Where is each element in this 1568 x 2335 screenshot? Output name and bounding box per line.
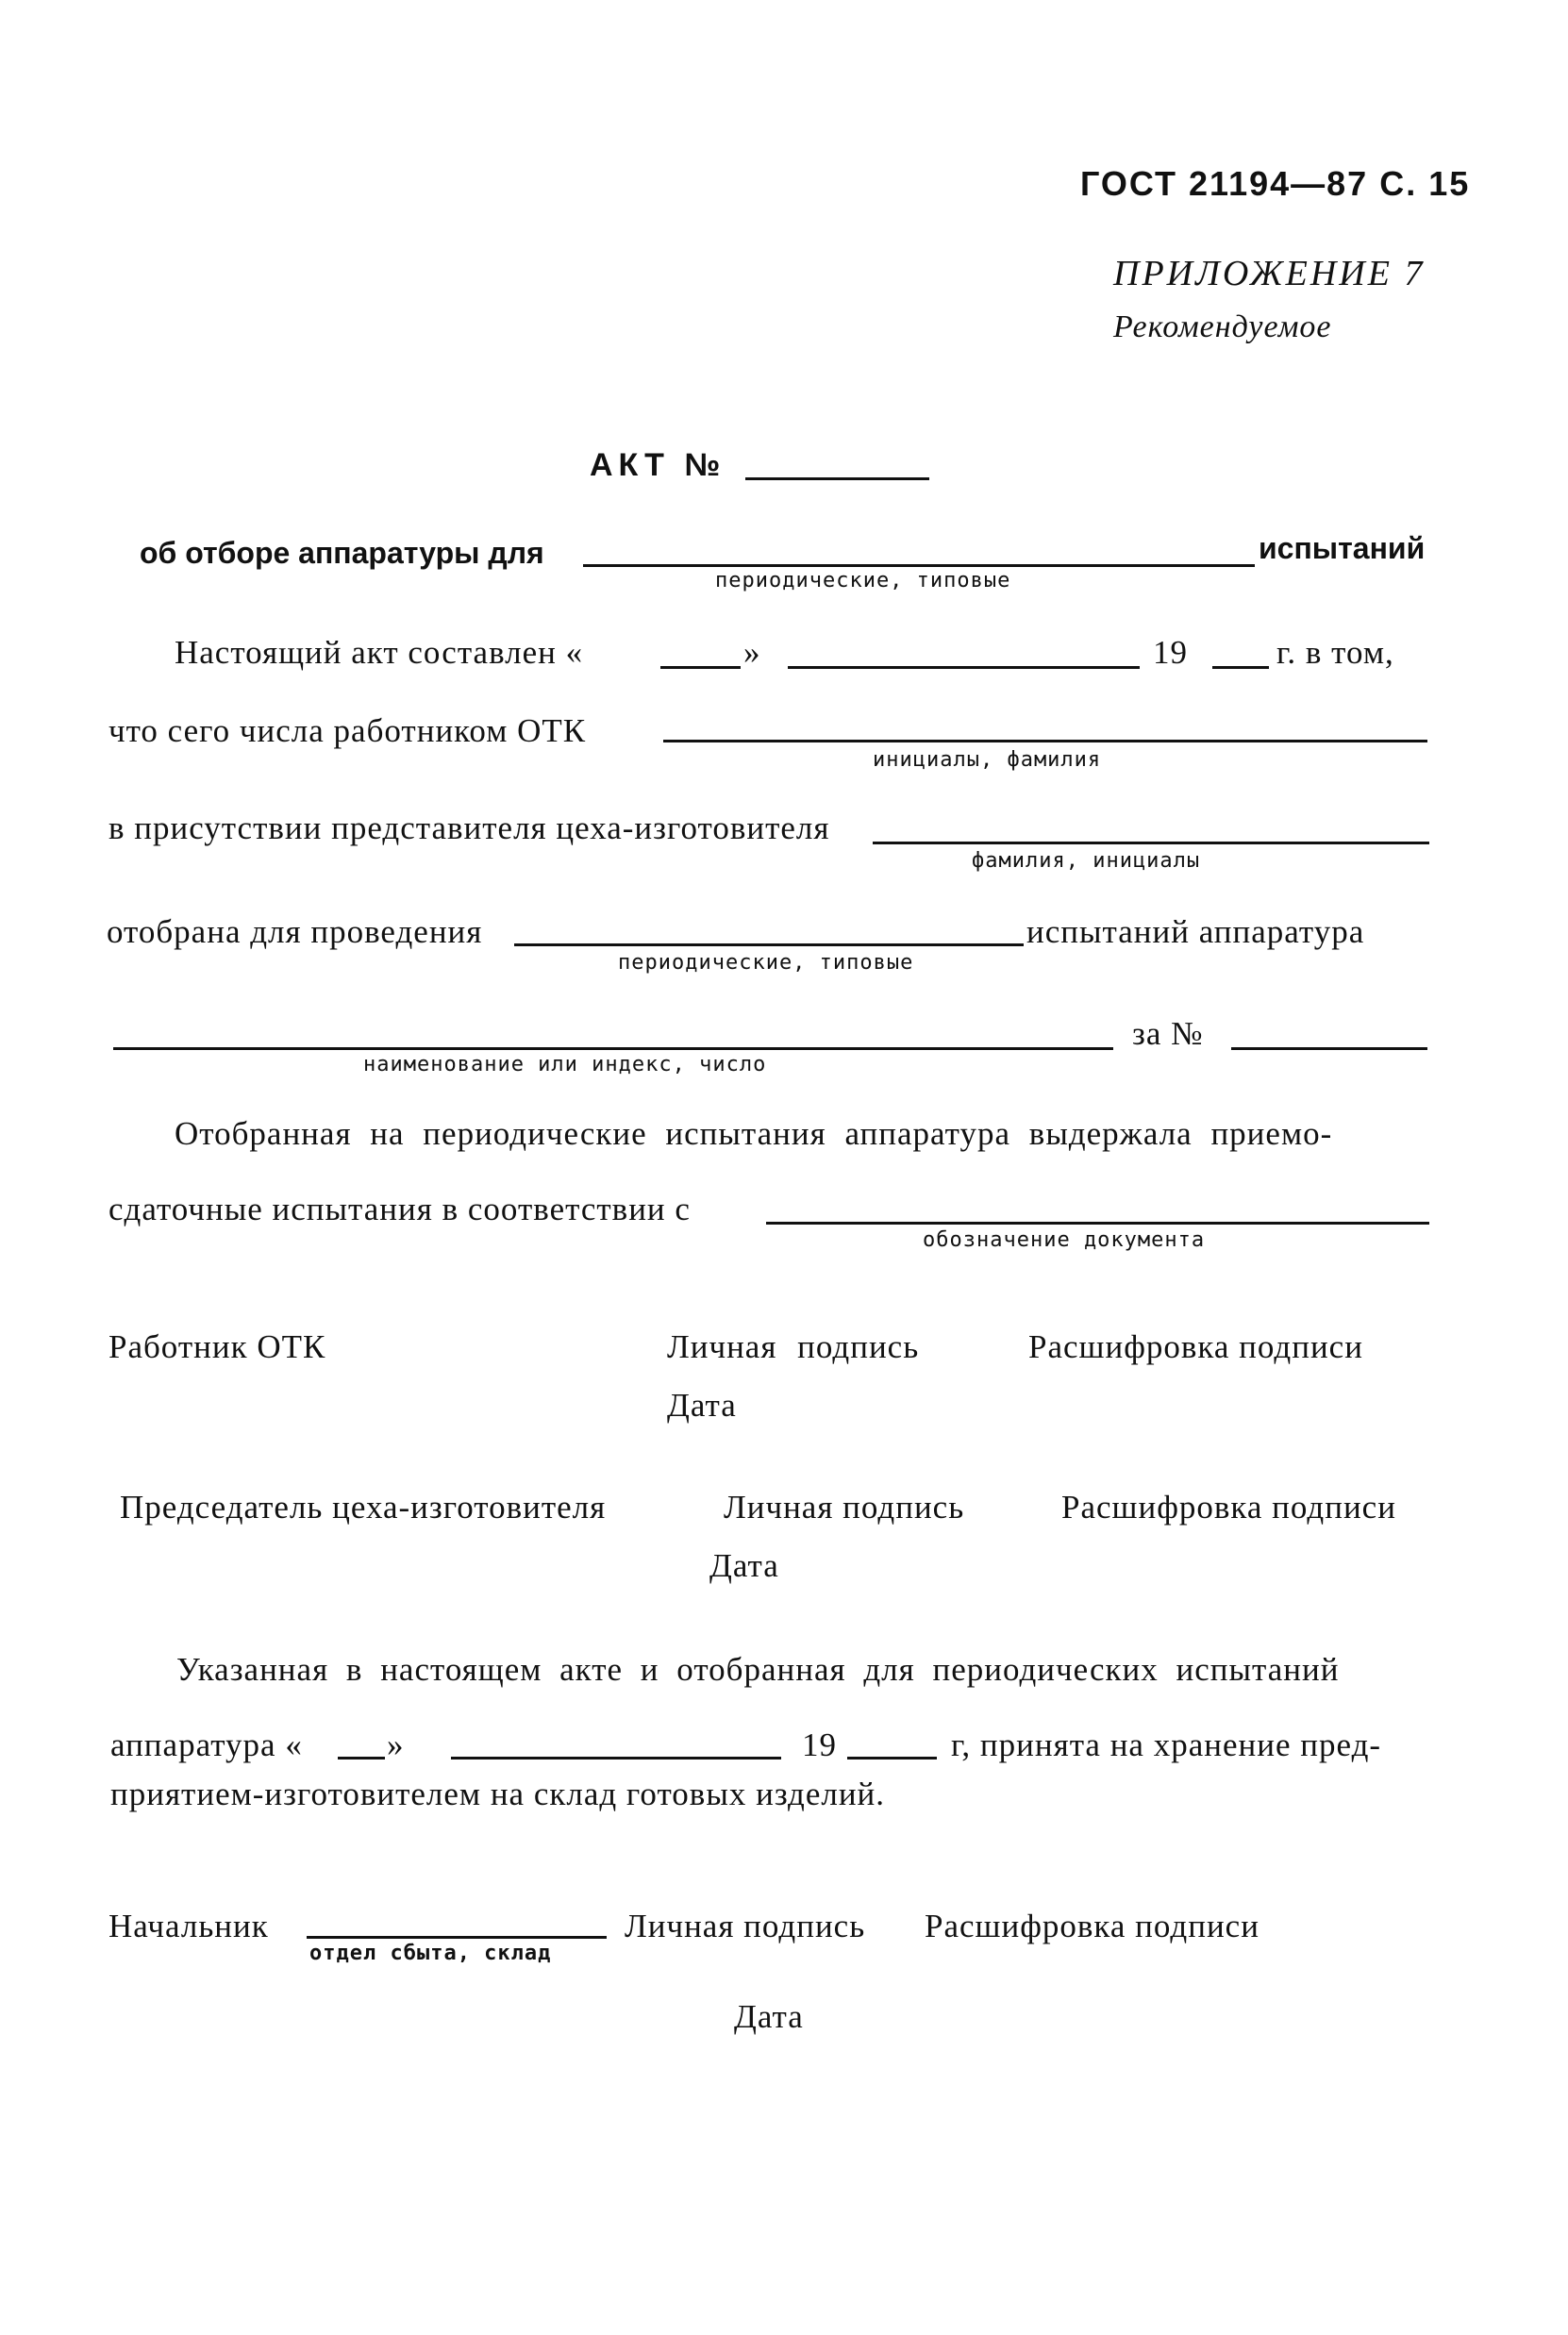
storage-text-line1: Указанная в настоящем акте и отобранная для периодических испытаний <box>176 1651 1340 1688</box>
test-type-hint: периодические, типовые <box>715 569 1011 592</box>
otk-personal-signature: Личная подпись <box>667 1328 920 1365</box>
representative-field[interactable] <box>873 842 1429 844</box>
chair-date-label: Дата <box>709 1547 779 1584</box>
day-field[interactable] <box>660 666 741 669</box>
month-field[interactable] <box>788 666 1140 669</box>
act-number-field[interactable] <box>745 477 929 480</box>
otk-signature-decode: Расшифровка подписи <box>1028 1328 1363 1365</box>
chief-role: Начальник <box>108 1908 269 1944</box>
representative-hint: фамилия, инициалы <box>972 849 1201 873</box>
apparatus-name-field[interactable] <box>113 1047 1113 1050</box>
acceptance-text-line2: сдаточные испытания в соответствии с <box>108 1191 691 1227</box>
storage-month-field[interactable] <box>451 1757 781 1760</box>
storage-date-intro: аппаратура « <box>110 1726 303 1763</box>
chair-personal-signature: Личная подпись <box>724 1489 965 1526</box>
chief-department-hint: отдел сбыта, склад <box>309 1942 552 1965</box>
chair-signature-decode: Расшифровка подписи <box>1061 1489 1396 1526</box>
storage-quote-close: » <box>387 1726 405 1763</box>
chief-signature-decode: Расшифровка подписи <box>925 1908 1259 1944</box>
storage-text-line3: приятием-изготовителем на склад готовых изделий. <box>110 1776 886 1812</box>
standard-reference: ГОСТ 21194—87 С. 15 <box>1080 164 1471 203</box>
date-suffix: г. в том, <box>1276 634 1394 671</box>
chief-date-label: Дата <box>734 1998 804 2035</box>
act-subject-suffix: испытаний <box>1259 531 1426 565</box>
storage-year-prefix: 19 <box>802 1726 837 1763</box>
chief-department-field[interactable] <box>307 1936 607 1939</box>
storage-day-field[interactable] <box>338 1757 385 1760</box>
storage-year-field[interactable] <box>847 1757 937 1760</box>
selected-test-type-hint: периодические, типовые <box>618 951 914 975</box>
apparatus-name-hint: наименование или индекс, число <box>363 1053 767 1076</box>
test-type-field[interactable] <box>583 564 1255 567</box>
appendix-status: Рекомендуемое <box>1113 309 1332 344</box>
acceptance-text-line1: Отобранная на периодические испытания аппаратура выдержала приемо- <box>175 1115 1333 1152</box>
selected-apparatus-label: испытаний аппаратура <box>1026 913 1365 950</box>
act-title: АКТ № <box>590 447 726 483</box>
otk-worker-hint: инициалы, фамилия <box>873 748 1102 772</box>
act-subject-prefix: об отборе аппаратуры для <box>140 536 544 570</box>
selected-for-label: отобрана для проведения <box>107 913 483 950</box>
chair-signature-role: Председатель цеха-изготовителя <box>120 1489 607 1526</box>
document-designation-hint: обозначение документа <box>923 1228 1206 1252</box>
apparatus-number-field[interactable] <box>1231 1047 1427 1050</box>
selected-test-type-field[interactable] <box>514 943 1024 946</box>
act-date-intro: Настоящий акт составлен « <box>175 634 584 671</box>
otk-worker-field[interactable] <box>663 740 1427 742</box>
otk-worker-label: что сего числа работником ОТК <box>108 712 587 749</box>
quote-close: » <box>743 634 761 671</box>
chief-personal-signature: Личная подпись <box>625 1908 866 1944</box>
otk-signature-role: Работник ОТК <box>108 1328 326 1365</box>
year-field[interactable] <box>1212 666 1269 669</box>
otk-date-label: Дата <box>667 1387 737 1424</box>
appendix-title: ПРИЛОЖЕНИЕ 7 <box>1113 254 1426 293</box>
storage-text-line2-end: г, принята на хранение пред- <box>951 1726 1382 1763</box>
representative-label: в присутствии представителя цеха-изготовителя <box>108 809 830 846</box>
document-designation-field[interactable] <box>766 1222 1429 1225</box>
number-label: за № <box>1132 1015 1204 1052</box>
year-prefix: 19 <box>1153 634 1188 671</box>
